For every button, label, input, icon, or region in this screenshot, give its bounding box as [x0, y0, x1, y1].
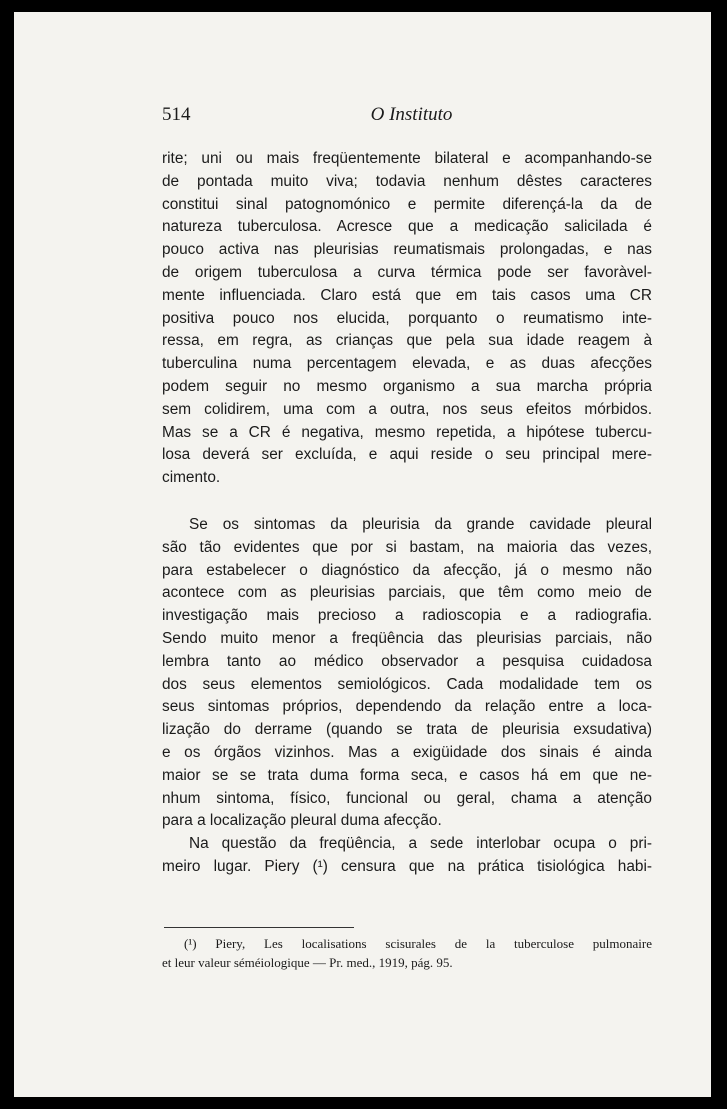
text-line: meiro lugar. Piery (¹) censura que na prática tisiológica habi-: [162, 857, 652, 875]
text-line: e os órgãos vizinhos. Mas a exigüidade dos sinais é ainda: [162, 743, 652, 761]
running-title: O Instituto: [370, 104, 453, 125]
text-line: natureza tuberculosa. Acresce que a medicação salicilada é: [162, 218, 652, 236]
text-line: lembra tanto ao médico observador a pesquisa cuidadosa: [162, 652, 652, 670]
page-header: [162, 104, 661, 132]
paragraph-3: [162, 833, 652, 879]
paragraph-2: [162, 514, 652, 833]
text-line: de origem tuberculosa a curva térmica pode ser favoràvel-: [162, 263, 652, 281]
footnote-line: (¹) Piery, Les localisations scisurales de la tuberculose pulmonaire: [184, 936, 652, 951]
text-line: mente influenciada. Claro está que em tais casos uma CR: [162, 286, 652, 304]
text-line: Sendo muito menor a freqüência das pleurisias parciais, não: [162, 629, 652, 647]
text-line: para a localização pleural duma afecção.: [162, 812, 442, 830]
text-line: ressa, em regra, as crianças que pela sua idade reagem à: [162, 332, 652, 350]
text-line: positiva pouco nos elucida, porquanto o reumatismo inte-: [162, 309, 652, 327]
page-number: 514: [162, 104, 191, 125]
text-line: dos seus elementos semiológicos. Cada modalidade tem os: [162, 675, 652, 693]
text-line: sem colidirem, uma com a outra, nos seus efeitos mórbidos.: [162, 400, 652, 418]
text-line: losa deverá ser excluída, e aqui reside o seu principal mere-: [162, 446, 652, 464]
text-line: tuberculina numa percentagem elevada, e as duas afecções: [162, 355, 652, 373]
text-line: rite; uni ou mais freqüentemente bilateral e acompanhando-se: [162, 150, 652, 167]
text-line: seus sintomas próprios, dependendo da relação entre a loca-: [162, 698, 652, 716]
book-page: [14, 12, 711, 1097]
text-line: de pontada muito viva; todavia nenhum dêstes caracteres: [162, 172, 652, 190]
text-line: cimento.: [162, 469, 221, 487]
text-line: para estabelecer o diagnóstico da afecção, já o mesmo não: [162, 561, 652, 579]
text-line: nhum sintoma, físico, funcional ou geral, chama a atenção: [162, 789, 652, 807]
footnote-divider: [164, 927, 354, 928]
footnote-line: et leur valeur séméiologique — Pr. med., 1919, pág. 95.: [162, 955, 453, 970]
text-line: investigação mais precioso a radioscopia e a radiografia.: [162, 607, 652, 625]
text-line: podem seguir no mesmo organismo a sua marcha própria: [162, 377, 652, 395]
text-line: maior se se trata duma forma seca, e casos há em que ne-: [162, 766, 652, 784]
footnotes: [162, 934, 652, 972]
text-line: são tão evidentes que por si bastam, na maioria das vezes,: [162, 538, 652, 556]
text-line: Na questão da freqüência, a sede interlobar ocupa o pri-: [189, 835, 652, 853]
text-line: constitui sinal patognomónico e permite diferençá-la da de: [162, 195, 652, 213]
text-line: acontece com as pleurisias parciais, que têm como meio de: [162, 584, 652, 602]
body-text: [162, 148, 652, 879]
text-line: Mas se a CR é negativa, mesmo repetida, a hipótese tubercu-: [162, 423, 652, 441]
text-line: Se os sintomas da pleurisia da grande cavidade pleural: [189, 515, 652, 533]
text-line: lização do derrame (quando se trata de pleurisia exsudativa): [162, 721, 652, 739]
text-line: pouco activa nas pleurisias reumatismais prolongadas, e nas: [162, 241, 652, 259]
paragraph-1: [162, 148, 652, 490]
